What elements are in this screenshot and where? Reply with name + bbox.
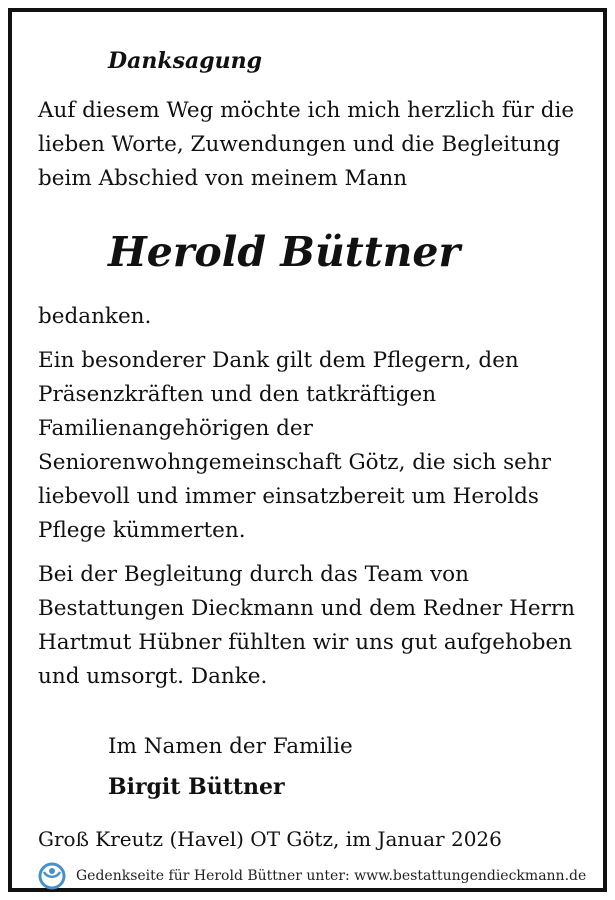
care-line: Familienangehörigen der — [38, 416, 313, 441]
care-line: Seniorenwohngemeinschaft Götz, die sich sehr — [38, 450, 551, 475]
care-line: Pflege kümmerten. — [38, 518, 246, 543]
bedanken-line: bedanken. — [38, 304, 152, 329]
deceased-name: Herold Büttner — [108, 228, 461, 276]
funeral-paragraph — [38, 558, 590, 694]
funeral-line: Bei der Begleitung durch das Team von — [38, 562, 469, 587]
signature-intro: Im Namen der Familie — [108, 734, 353, 759]
care-line: liebevoll und immer einsatzbereit um Herolds — [38, 484, 539, 509]
funeral-line: und umsorgt. Danke. — [38, 664, 268, 689]
intro-line: lieben Worte, Zuwendungen und die Begleitung — [38, 132, 561, 157]
care-line: Ein besonderer Dank gilt dem Pflegern, den — [38, 348, 519, 373]
memorial-logo-icon — [38, 862, 66, 890]
intro-paragraph — [38, 94, 590, 196]
funeral-line: Hartmut Hübner fühlten wir uns gut aufgehoben — [38, 630, 573, 655]
notice-frame — [8, 8, 607, 892]
intro-line: Auf diesem Weg möchte ich mich herzlich für die — [38, 98, 575, 123]
notice-heading: Danksagung — [108, 48, 262, 74]
footer-text: Gedenkseite für Herold Büttner unter: www.bestattungendieckmann.de — [76, 868, 587, 884]
care-line: Präsenzkräften und den tatkräftigen — [38, 382, 437, 407]
signature-name: Birgit Büttner — [108, 774, 285, 800]
care-paragraph — [38, 344, 590, 548]
place-date: Groß Kreutz (Havel) OT Götz, im Januar 2026 — [38, 827, 502, 851]
notice-content — [38, 46, 590, 804]
memorial-footer — [38, 862, 586, 890]
funeral-line: Bestattungen Dieckmann und dem Redner Herrn — [38, 596, 576, 621]
signature-block — [108, 730, 590, 804]
intro-line: beim Abschied von meinem Mann — [38, 166, 408, 191]
